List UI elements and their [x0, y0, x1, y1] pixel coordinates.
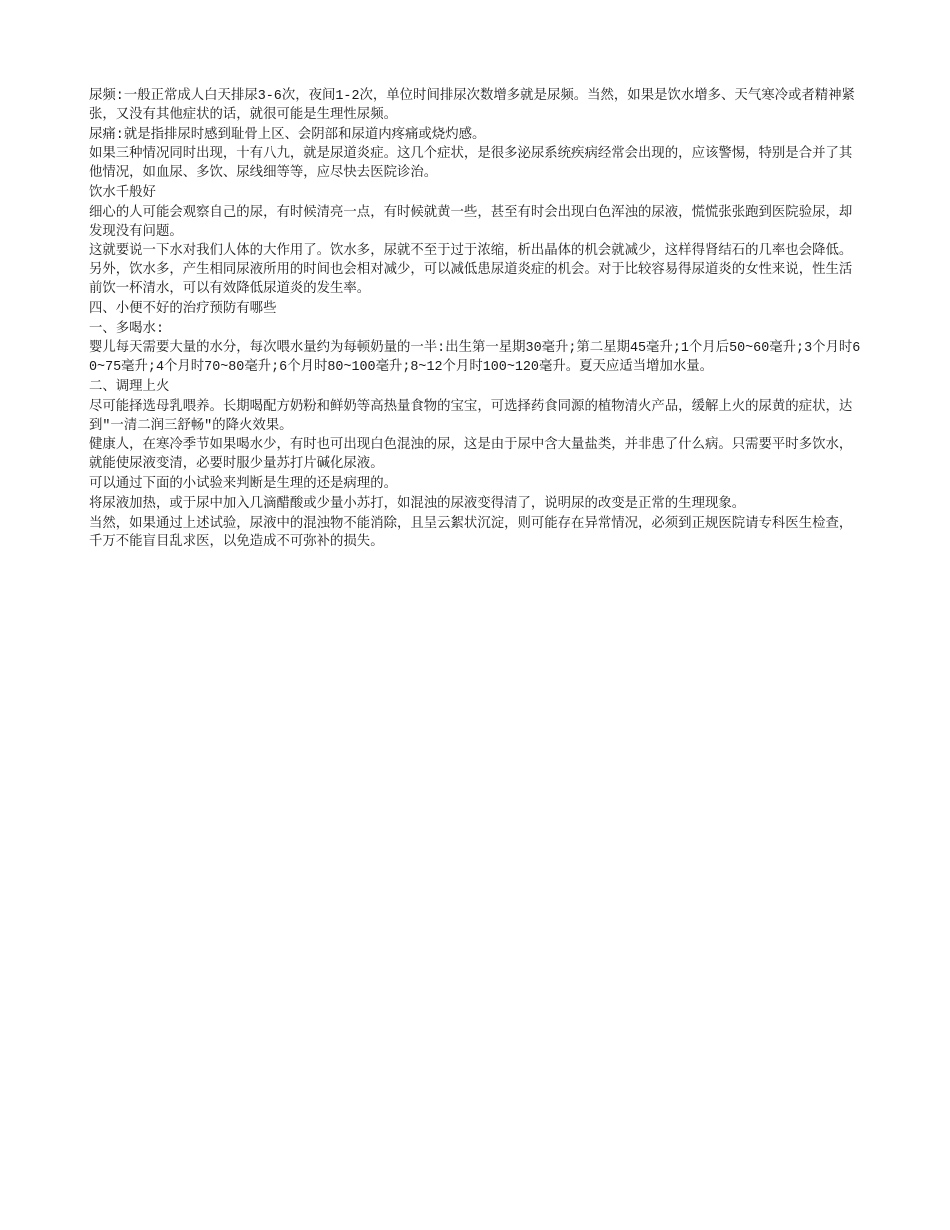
paragraph-infant-water-amount: 婴儿每天需要大量的水分，每次喂水量约为每顿奶量的一半:出生第一星期30毫升;第二星期45毫升;1个月后50~60毫升;3个月时60~75毫升;4个月时70~80毫升;6个月时80~100毫升;8~12个月时100~120毫升。夏天应适当增加水量。	[89, 341, 861, 376]
paragraph-urethritis-warning: 如果三种情况同时出现，十有八九，就是尿道炎症。这几个症状，是很多泌尿系统疾病经常会出现的，应该警惕，特别是合并了其他情况，如血尿、多饮、尿线细等等，应尽快去医院诊治。	[89, 147, 853, 182]
paragraph-breastfeeding: 尽可能择选母乳喂养。长期喝配方奶粉和鲜奶等高热量食物的宝宝，可选择药食同源的植物清火产品，缓解上火的尿黄的症状，达到"一清二润三舒畅"的降火效果。	[89, 399, 853, 434]
paragraph-frequent-urination: 尿频:一般正常成人白天排尿3-6次，夜间1-2次，单位时间排尿次数增多就是尿频。当然，如果是饮水增多、天气寒冷或者精神紧张，又没有其他症状的话，就很可能是生理性尿频。	[89, 89, 855, 123]
paragraph-painful-urination: 尿痛:就是指排尿时感到耻骨上区、会阴部和尿道内疼痛或烧灼感。	[89, 127, 486, 143]
paragraph-water-benefits: 这就要说一下水对我们人体的大作用了。饮水多，尿就不至于过于浓缩，析出晶体的机会就减少，这样得肾结石的几率也会降低。另外，饮水多，产生相同尿液所用的时间也会相对减少，可以减低患尿道炎症的机会。对于比较容易得尿道炎的女性来说，性生活前饮一杯清水，可以有效降低尿道炎的发生率。	[89, 244, 853, 297]
paragraph-cloudy-urine-cold-season: 健康人，在寒冷季节如果喝水少，有时也可出现白色混浊的尿，这是由于尿中含大量盐类，并非患了什么病。只需要平时多饮水，就能使尿液变清，必要时服少量苏打片碱化尿液。	[89, 438, 853, 473]
paragraph-observe-urine: 细心的人可能会观察自己的尿，有时候清亮一点，有时候就黄一些，甚至有时会出现白色浑浊的尿液，慌慌张张跑到医院验尿，却发现没有问题。	[89, 205, 853, 240]
paragraph-heating-test: 将尿液加热，或于尿中加入几滴醋酸或少量小苏打，如混浊的尿液变得清了，说明尿的改变是正常的生理现象。	[89, 496, 746, 512]
heading-drinking-water: 饮水千般好	[89, 185, 156, 201]
paragraph-see-doctor: 当然，如果通过上述试验，尿液中的混浊物不能消除，且呈云絮状沉淀，则可能存在异常情况，必须到正规医院请专科医生检查，千万不能盲目乱求医，以免造成不可弥补的损失。	[89, 516, 853, 551]
heading-drink-more-water: 一、多喝水:	[89, 321, 164, 337]
heading-treatment-prevention: 四、小便不好的治疗预防有哪些	[89, 301, 277, 317]
heading-reduce-internal-heat: 二、调理上火	[89, 379, 170, 395]
document-body	[89, 88, 861, 554]
paragraph-simple-test-intro: 可以通过下面的小试验来判断是生理的还是病理的。	[89, 476, 397, 492]
